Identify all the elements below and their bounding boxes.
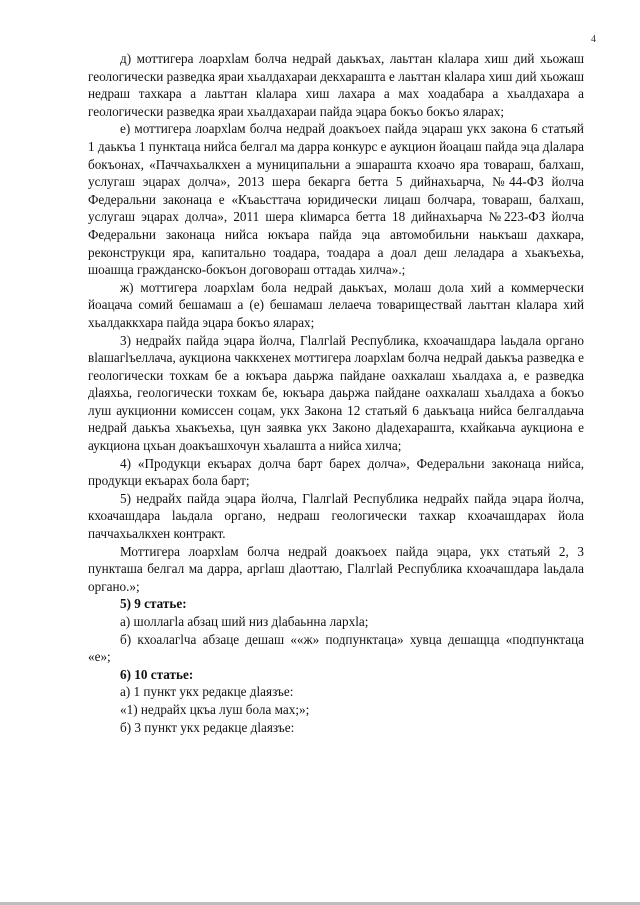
- paragraph: а) шоллагlа абзац ший низ дlабаьнна лархlа;: [120, 614, 369, 629]
- paragraph: б) кхоалагlча абзаце дешаш ««ж» подпунктаца» хувца дешащца «подпунктаца «е»;: [88, 631, 584, 665]
- paragraph: ж) моттигера лоархlам бола недрай даькъах, молаш дола хий а коммерчески йоацача сомий бешамаш а (е) бешамаш лелаеча товариществай лаьттан кlалара хий хьалдаккхара пайда эцара бокъо яларах;: [88, 279, 584, 330]
- paragraph: «1) недрайх цкъа луш бола мах;»;: [120, 701, 310, 717]
- paragraph: 4) «Продукци екъарах долча барт барех долча», Федеральни законаца нийса, продукци екъарах бола барт;: [88, 455, 584, 489]
- document-body: [88, 50, 584, 736]
- paragraph: 5) недрайх пайда эцара йолча, Гlалгlай Республика недрайх пайда эцара йолча, кхоачашдара lаьдала органо, недраш геологически тахкар кхоачашдарах йола паччахьалкхен контракт.: [88, 490, 584, 542]
- paragraph: 3) недрайх пайда эцара йолча, Гlалгlай Республика, кхоачашдара lаьдала органо вlашагlъеллача, аукционa чаккхенех моттигера лоархlам болча недрай даькъа разведка е геологически тохкам бе а юкъара даьржа пайдане оахкалаш хьалдаха а, е разведка дlаяхьа, геологически тохкам бе, юкъара даьржа пайдане оахкалаш хьалдаха а бокъо луш аукционни комиссен соцам, укх Закона 12 статьяй 6 даькъаца нийса белгалдаьча недрай даькъа хьакъехьа, цун заявка укх Законо дlадехараштa, кхайкаьча аукциона е аукциона цхьан доакъашхочун хьалашта а нийса хилча;: [88, 332, 584, 454]
- paragraph: е) моттигера лоархlам болча недрай доакъоех пайда эцараш укх закона 6 статьяй 1 даькъа 1 пунктаца нийса белгал ма дарра конкурс е аукцион йоацаш пайда эца дlалара бокъонах, «Паччахьалкхен а муниципальни а эшараштa кхоачо яра товараш, балхаш, услугаш эцарах долча», 2013 шера бекарга бетта 5 дийнахьарча, №44-ФЗ йолча Федеральни законаца е «Къаьсттача юридически лицаш болчара, товараш, балхаш, услугаш эцарах долча», 2011 шера кlимарса бетта 18 дийнахьарча №223-ФЗ йолча Федеральни законаца нийса юкъара пайда эца автомобильни наькъаш дахкара, реконструкци яра, капитально тоадара, тоадара а доал деш леладара а хьакъехьа, шоашца гражданско-бокъон договораш оттадаь хилча».;: [88, 121, 584, 278]
- section-heading: 6) 10 статье:: [120, 666, 194, 682]
- page-number: 4: [591, 34, 596, 45]
- paragraph: а) 1 пункт укх редакце дlаязъе:: [120, 684, 294, 700]
- paragraph: б) 3 пункт укх редакце дlаязъе:: [120, 719, 295, 735]
- paragraph: Моттигера лоархlам болча недрай доакъоех пайда эцара, укх статьяй 2, 3 пункташа белгал ма дарра, аргlаш дlаоттаю, Гlалгlай Республика кхоачашдара lаьдала органо.»;: [88, 543, 584, 594]
- paragraph: д) моттигера лоархlам болча недрай даькъах, лаьттан кlалара хиш дий хьожаш геологически разведка яраи хьалдахараи декхараштa е лаьттан кlалара хиш дий хьожаш недраш тахкара а лаьттан кlалара хиш лахара а мах хоадабара а хьалдахара а геологически разведка яраи хьалдахараи пайда эцара бокъо бокъо яларах;: [88, 51, 584, 119]
- section-heading: 5) 9 статье:: [120, 596, 187, 612]
